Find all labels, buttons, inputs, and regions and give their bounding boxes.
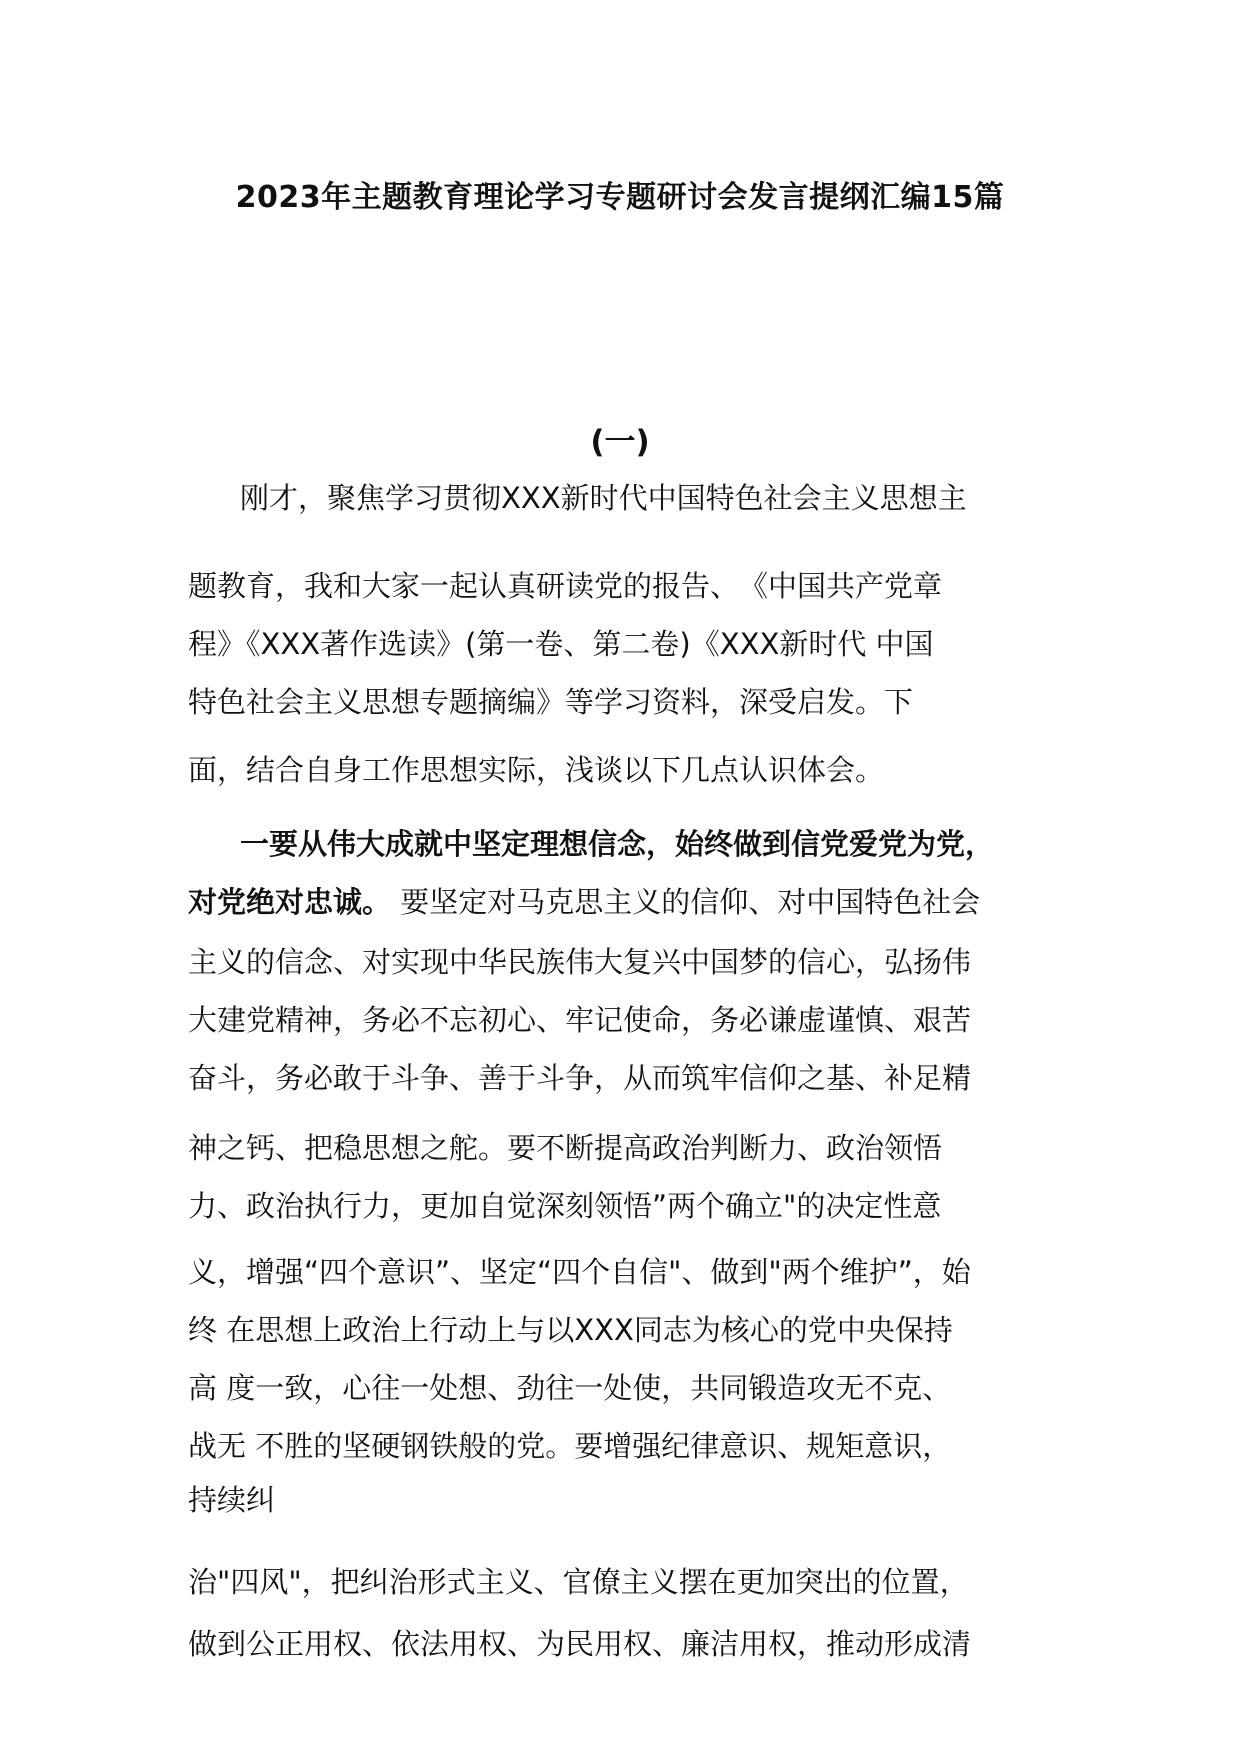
point-line: 战无 不胜的坚硬钢铁般的党。要增强纪律意识、规矩意识， <box>188 1429 952 1463</box>
point-line-rest: 要坚定对马克思主义的信仰、对中国特色社会 <box>391 885 981 919</box>
point-line: 力、政治执行力，更加自觉深刻领悟”两个确立"的决定性意 <box>188 1189 942 1223</box>
paragraph-line: 程》《XXX著作选读》(第一卷、第二卷)《XXX新时代 中国 <box>188 627 934 661</box>
point-line: 高 度一致，心往一处想、劲往一处使，共同锻造攻无不克、 <box>188 1371 952 1405</box>
point-line-mixed <box>188 882 980 922</box>
paragraph-line: 刚才，聚焦学习贯彻XXX新时代中国特色社会主义思想主 <box>240 481 967 515</box>
point-line: 大建党精神，务必不忘初心、牢记使命，务必谦虚谨慎、艰苦 <box>188 1003 972 1037</box>
point-heading-line: 一要从伟大成就中坚定理想信念，始终做到信党爱党为党， <box>240 827 995 861</box>
paragraph-line: 特色社会主义思想专题摘编》等学习资料，深受启发。下 <box>188 685 914 719</box>
document-title: 2023年主题教育理论学习专题研讨会发言提纲汇编15篇 <box>235 180 1005 215</box>
paragraph-line: 题教育，我和大家一起认真研读党的报告、 《中国共产党章 <box>188 569 943 603</box>
paragraph-line: 面，结合自身工作思想实际，浅谈以下几点认识体会。 <box>188 753 885 787</box>
point-line: 终 在思想上政治上行动上与以XXX同志为核心的党中央保持 <box>188 1313 953 1347</box>
point-line: 神之钙、把稳思想之舵。要不断提高政治判断力、政治领悟 <box>188 1131 943 1165</box>
point-line: 做到公正用权、依法用权、为民用权、廉洁用权，推动形成清 <box>188 1627 972 1661</box>
point-line: 持续纠 <box>188 1483 276 1517</box>
point-line: 奋斗，务必敢于斗争、善于斗争，从而筑牢信仰之基、补足精 <box>188 1061 972 1095</box>
point-line: 治"四风"，把纠治形式主义、官僚主义摆在更加突出的位置， <box>188 1565 969 1599</box>
section-number: (一) <box>590 424 650 460</box>
point-line: 义，增强“四个意识”、坚定“四个自信"、做到"两个维护”，始 <box>188 1255 971 1289</box>
point-line: 主义的信念、对实现中华民族伟大复兴中国梦的信心，弘扬伟 <box>188 945 972 979</box>
point-heading-end: 对党绝对忠诚。 <box>188 885 392 919</box>
